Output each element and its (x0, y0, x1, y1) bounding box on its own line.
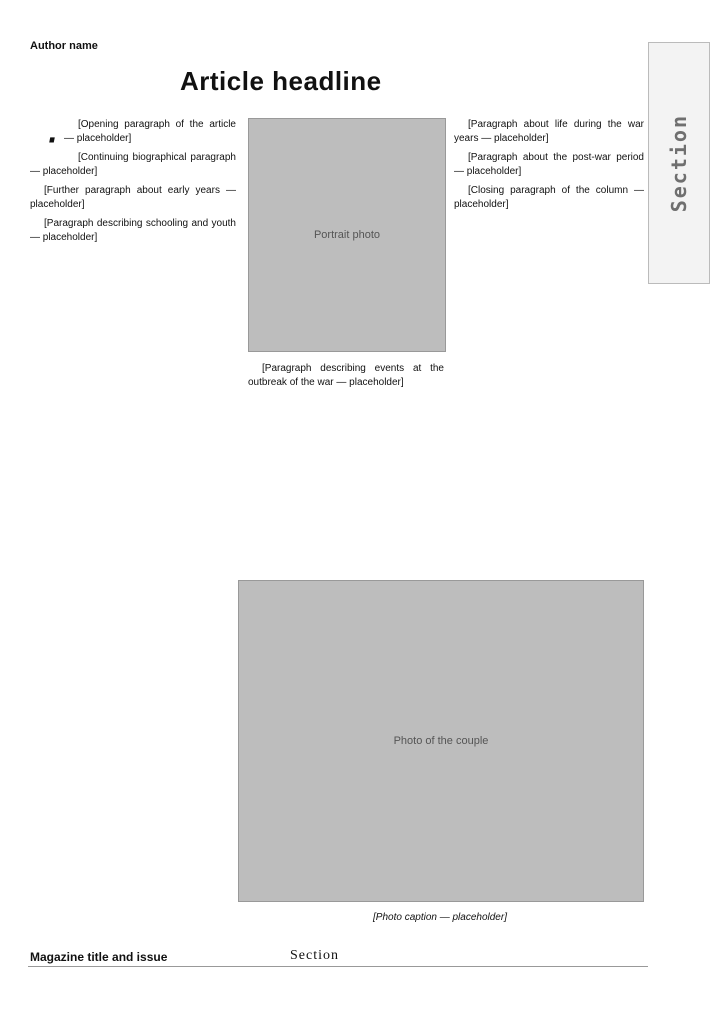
paragraph: [Paragraph describing events at the outbreak of the war — placeholder] (248, 363, 444, 388)
author-name: Author name (30, 40, 98, 52)
portrait-photo-label: Portrait photo (313, 229, 381, 241)
article-column-right (454, 118, 644, 578)
portrait-photo (248, 118, 446, 352)
article-title: Article headline (180, 66, 382, 96)
paragraph: [Continuing biographical paragraph — placeholder] (30, 152, 236, 177)
footer-issue: Magazine title and issue (30, 950, 168, 964)
couple-photo (238, 580, 644, 902)
drop-cap: · (44, 111, 60, 164)
paragraph: [Paragraph about life during the war years — placeholder] (454, 119, 644, 144)
article-column-middle (248, 362, 444, 572)
footer-divider (28, 966, 648, 967)
couple-photo-label: Photo of the couple (393, 735, 489, 747)
paragraph: · [Opening paragraph of the article — placeholder] (30, 118, 236, 145)
footer-section: Section (290, 948, 339, 963)
paragraph: [Closing paragraph of the column — placeholder] (454, 185, 644, 210)
paragraph: [Paragraph describing schooling and youth — placeholder] (30, 218, 236, 243)
article-column-left (30, 111, 236, 918)
paragraph: [Further paragraph about early years — placeholder] (30, 185, 236, 210)
section-tab (648, 42, 710, 284)
photo-caption: [Photo caption — placeholder] (373, 912, 507, 923)
paragraph: [Paragraph about the post-war period — placeholder] (454, 152, 644, 177)
section-tab-label: Section (667, 113, 691, 213)
